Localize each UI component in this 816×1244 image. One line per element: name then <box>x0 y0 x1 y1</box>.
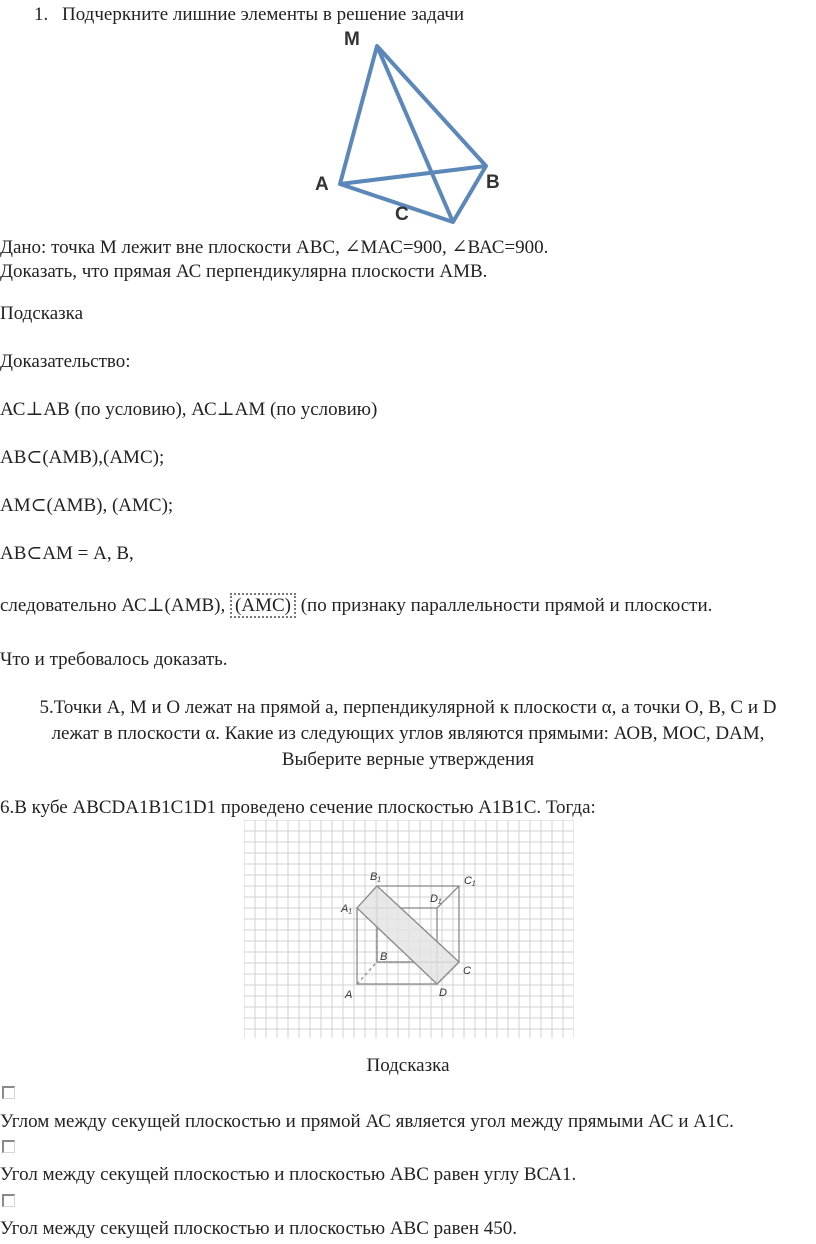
proof-line-4: АВ⊂АМ = А, В, <box>0 543 134 564</box>
label-b: B <box>486 172 500 193</box>
cube-figure <box>244 820 574 1038</box>
proof-line-1: АС⊥АВ (по условию), АС⊥АМ (по условию) <box>0 399 378 420</box>
prove-text: Доказать, что прямая АС перпендикулярна плоскости АМВ. <box>0 261 488 282</box>
option-3-label: Угол между секущей плоскостью и плоскостью АВС равен 450. <box>0 1218 518 1239</box>
task1-title: Подчеркните лишние элементы в решение задачи <box>62 4 465 25</box>
task5-line-1: 5.Точки А, М и О лежат на прямой а, перпендикулярной к плоскости α, а точки О, В, С и D <box>39 697 777 718</box>
cube-label-d1: D₁ <box>430 893 442 905</box>
proof-line-5 <box>0 594 712 618</box>
label-m: M <box>344 29 360 50</box>
proof-line-2: АВ⊂(АМВ),(АМС); <box>0 447 165 468</box>
cube-label-a1: A₁ <box>341 903 352 915</box>
cube-label-a: A <box>345 989 353 1001</box>
proof-line-5-start: следовательно АС⊥(АМВ), <box>0 595 226 616</box>
option-1-checkbox[interactable] <box>2 1086 15 1099</box>
pyramid-figure <box>300 24 520 234</box>
hint-link-1[interactable]: Подсказка <box>0 303 84 324</box>
given-text: Дано: точка М лежит вне плоскости АВС, ∠МАС=900, ∠ВАС=900. <box>0 237 549 258</box>
proof-line-5-end: (по признаку параллельности прямой и плоскости. <box>300 595 713 616</box>
task5-line-3: Выберите верные утверждения <box>281 749 535 770</box>
conclusion-text: Что и требовалось доказать. <box>0 649 228 670</box>
hint-link-2[interactable]: Подсказка <box>366 1055 450 1076</box>
option-1-label: Углом между секущей плоскостью и прямой АС является угол между прямыми АС и А1С. <box>0 1111 734 1132</box>
label-a: A <box>315 174 329 195</box>
cube-label-c: C <box>463 965 471 977</box>
cube-label-d: D <box>439 987 447 999</box>
label-c: C <box>395 204 409 225</box>
option-3-checkbox[interactable] <box>2 1194 15 1207</box>
cube-label-b1: B₁ <box>370 871 381 883</box>
cube-label-c1: C₁ <box>464 875 476 887</box>
option-2-label: Угол между секущей плоскостью и плоскостью АВС равен углу ВСА1. <box>0 1164 577 1185</box>
answer-box[interactable]: (АМС) <box>230 593 296 618</box>
task6-title: 6.В кубе ABCDA1B1C1D1 проведено сечение плоскостью A1B1C. Тогда: <box>0 797 596 818</box>
task1-number: 1. <box>34 4 49 25</box>
option-2-checkbox[interactable] <box>2 1140 15 1153</box>
task5-line-2: лежат в плоскости α. Какие из следующих углов являются прямыми: АОВ, МОС, DAM, <box>51 723 765 744</box>
proof-title: Доказательство: <box>0 351 131 372</box>
proof-line-3: АМ⊂(АМВ), (АМС); <box>0 495 174 516</box>
cube-label-b: B <box>380 951 388 963</box>
